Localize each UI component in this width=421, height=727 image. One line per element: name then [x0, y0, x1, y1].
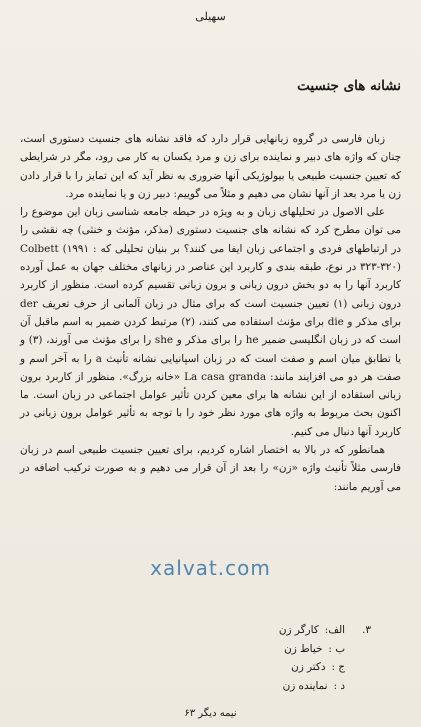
- list-item: [279, 621, 371, 640]
- paragraph-2: علی الاصول در تحلیلهای زبان و به ویژه در حیطه جامعه شناسی زبان این موضوع را می توان مطرح کرد که نشانه های جنسیت دستوری (مذکر، مؤنث و خنثی) چه نقشی را در ارتباطهای فردی و اجتماعی زبان ایفا می کنند؟ بر بنیان تحلیلی که Colbett (۱۹۹۱ : ۳۲۳-۳۲۰) در نوع، طبقه بندی و کاربرد این عناصر در زبانهای مختلف جهان به عمل آورده کاربرد آنها را به دو بخش درون زبانی و برون زبانی تقسیم کرده است. منظور از کاربرد درون زبانی (۱) تعیین جنسیت است که برای مثال در زبان آلمانی از حرف تعریف der برای مذکر و die برای مؤنث استفاده می کنند، (۲) مرتبط کردن ضمیر به اسم ماقبل آن است که در زبان انگلیسی ضمیر he را برای مذکر و she را برای مؤنث می آورند، (۳) و یا تطابق میان اسم و صفت است که در زبان اسپانیایی نشانه تأنیث a را به آخر اسم و صفت هر دو می افزایند مانند: La casa granda «خانه بزرگ». منظور از کاربرد برون زبانی استفاده از این نشانه ها برای معین کردن تأثیر عوامل اجتماعی در زبان است. ما اکنون بحث مربوط به واژه های مورد نظر خود را با توجه به تأثیر عوامل برون زبانی در کاربرد آنها دنبال می کنیم.: [20, 206, 402, 438]
- page-footer: نیمه دیگر ۶۳: [184, 708, 237, 719]
- list-item: [279, 677, 371, 696]
- example-list: [279, 621, 371, 695]
- example-marker: د :: [333, 679, 345, 692]
- example-text: دکتر زن: [291, 661, 326, 673]
- example-text: کارگر زن: [278, 624, 319, 636]
- example-text: نماینده زن: [282, 679, 328, 692]
- running-header: سهیلی: [195, 10, 226, 23]
- list-item: [279, 640, 371, 659]
- example-marker: ب :: [328, 642, 345, 655]
- example-marker: الف:: [324, 624, 345, 636]
- section-title: نشانه های جنسیت: [297, 78, 401, 94]
- example-text: خیاط زن: [284, 642, 323, 655]
- list-item: [279, 658, 371, 677]
- paragraph-1: زبان فارسی در گروه زبانهایی قرار دارد که فاقد نشانه های جنسیت دستوری است، چنان که واژه های دبیر و نماینده برای زن و مرد یکسان به کار می رود، مگر در شرایطی که تعیین جنسیت طبیعی یا بیولوژیکی آنها ضروری به نظر آید که این تمایز را با قرار دادن زن یا مرد بعد از آنها نشان می دهیم و مثلاً می گوییم: دبیر زن و یا نماینده مرد.: [20, 133, 401, 200]
- example-number: ۳.: [362, 624, 371, 636]
- paragraph-3: همانطور که در بالا به اختصار اشاره کردیم، برای تعیین جنسیت طبیعی اسم در زبان فارسی مثلاً تأنیث واژه «زن» را بعد از آن قرار می دهیم و به صورت ترکیب اضافه در می آوریم مانند:: [20, 444, 401, 493]
- body-text: [20, 130, 401, 496]
- example-marker: ج :: [331, 661, 345, 673]
- watermark: xalvat.com: [150, 556, 271, 580]
